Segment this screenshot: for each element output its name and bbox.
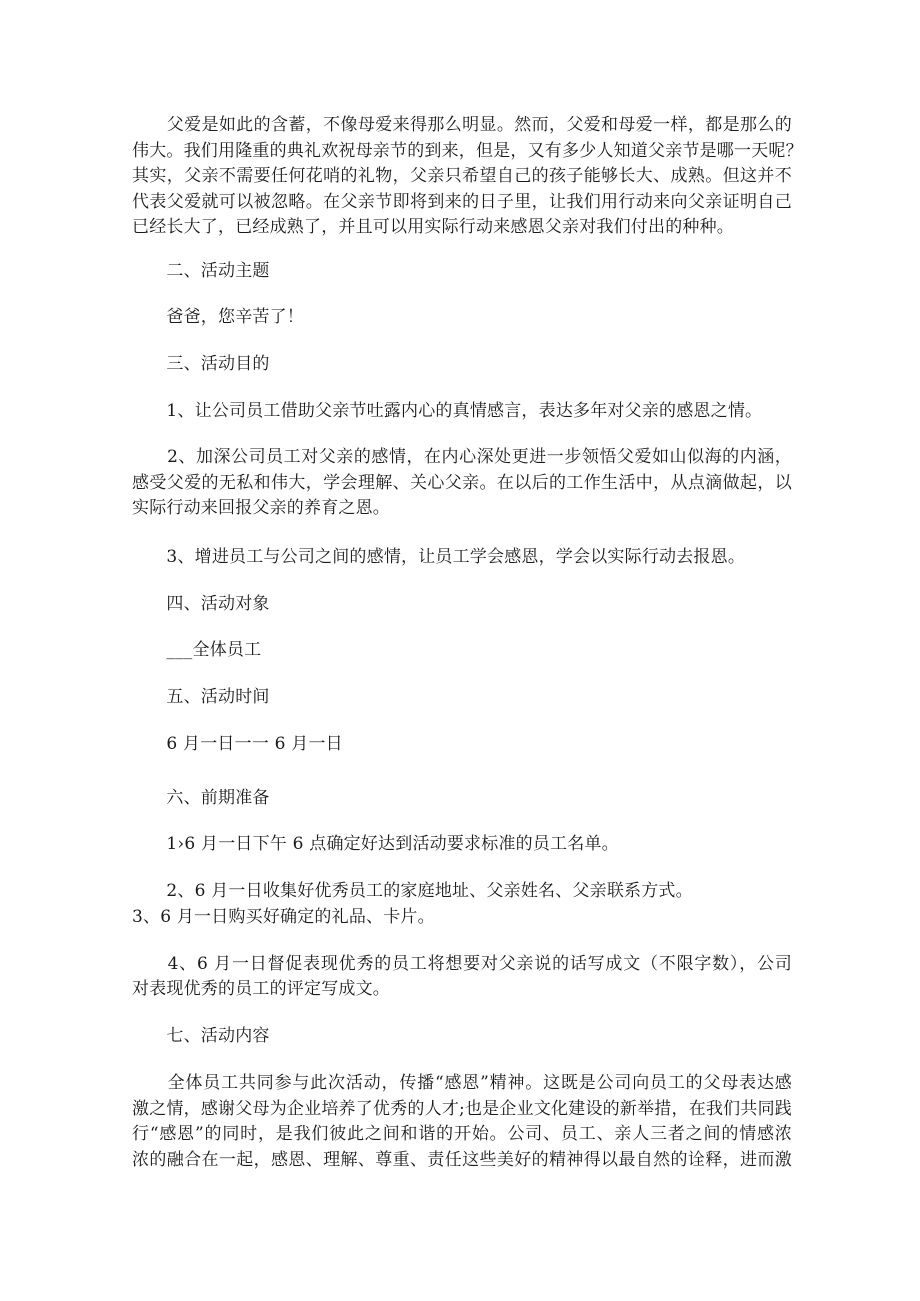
text-line: 全体员工共同参与此次活动，传播“感恩”精神。这既是公司向员工的父母表达感 <box>132 1073 792 1093</box>
text-line: 浓的融合在一起，感恩、理解、尊重、责任这些美好的精神得以最自然的诠释，进而激 <box>132 1150 792 1170</box>
text-line: 感受父爱的无私和伟大，学会理解、关心父亲。在以后的工作生活中，从点滴做起，以 <box>132 473 792 493</box>
section-heading-target: 四、活动对象 <box>132 594 270 614</box>
time-text: 6 月一日一一 6 月一日 <box>132 734 343 754</box>
text-line: 对表现优秀的员工的评定写成文。 <box>132 979 390 999</box>
text-line: 4、6 月一日督促表现优秀的员工将想要对父亲说的话写成文（不限字数），公司 <box>132 954 792 974</box>
theme-text: 爸爸，您辛苦了！ <box>132 307 304 327</box>
text-line: 实际行动来回报父亲的养育之恩。 <box>132 498 390 518</box>
prep-item-1: 1›6 月一日下午 6 点确定好达到活动要求标准的员工名单。 <box>132 834 619 854</box>
section-heading-time: 五、活动时间 <box>132 687 270 707</box>
target-text: ___全体员工 <box>132 640 262 660</box>
text-line: 已经长大了，已经成熟了，并且可以用实际行动来感恩父亲对我们付出的种种。 <box>132 217 734 237</box>
text-line: 伟大。我们用隆重的典礼欢祝母亲节的到来，但是，又有多少人知道父亲节是哪一天呢？ <box>132 141 803 161</box>
text-line: 2、加深公司员工对父亲的感情，在内心深处更进一步领悟父爱如山似海的内涵， <box>132 447 792 467</box>
text-line: 行“感恩”的同时，是我们彼此之间和谐的开始。公司、员工、亲人三者之间的情感浓 <box>132 1124 792 1144</box>
text-line: 其实，父亲不需要任何花哨的礼物，父亲只希望自己的孩子能够长大、成熟。但这并不 <box>132 166 792 186</box>
text-line: 代表父爱就可以被忽略。在父亲节即将到来的日子里，让我们用行动来向父亲证明自己 <box>132 192 792 212</box>
section-heading-preparation: 六、前期准备 <box>132 788 270 808</box>
purpose-item-3: 3、增进员工与公司之间的感情，让员工学会感恩，学会以实际行动去报恩。 <box>132 547 746 567</box>
prep-item-3: 3、6 月一日购买好确定的礼品、卡片。 <box>132 907 435 927</box>
section-heading-theme: 二、活动主题 <box>132 261 270 281</box>
text-line: 父爱是如此的含蓄，不像母爱来得那么明显。然而，父爱和母爱一样，都是那么的 <box>132 115 792 135</box>
section-heading-purpose: 三、活动目的 <box>132 354 270 374</box>
text-line: 激之情，感谢父母为企业培养了优秀的人才;也是企业文化建设的新举措，在我们共同践 <box>132 1099 792 1119</box>
section-heading-content: 七、活动内容 <box>132 1026 270 1046</box>
purpose-item-1: 1、让公司员工借助父亲节吐露内心的真情感言，表达多年对父亲的感恩之情。 <box>132 401 763 421</box>
prep-item-2: 2、6 月一日收集好优秀员工的家庭地址、父亲姓名、父亲联系方式。 <box>132 881 693 901</box>
